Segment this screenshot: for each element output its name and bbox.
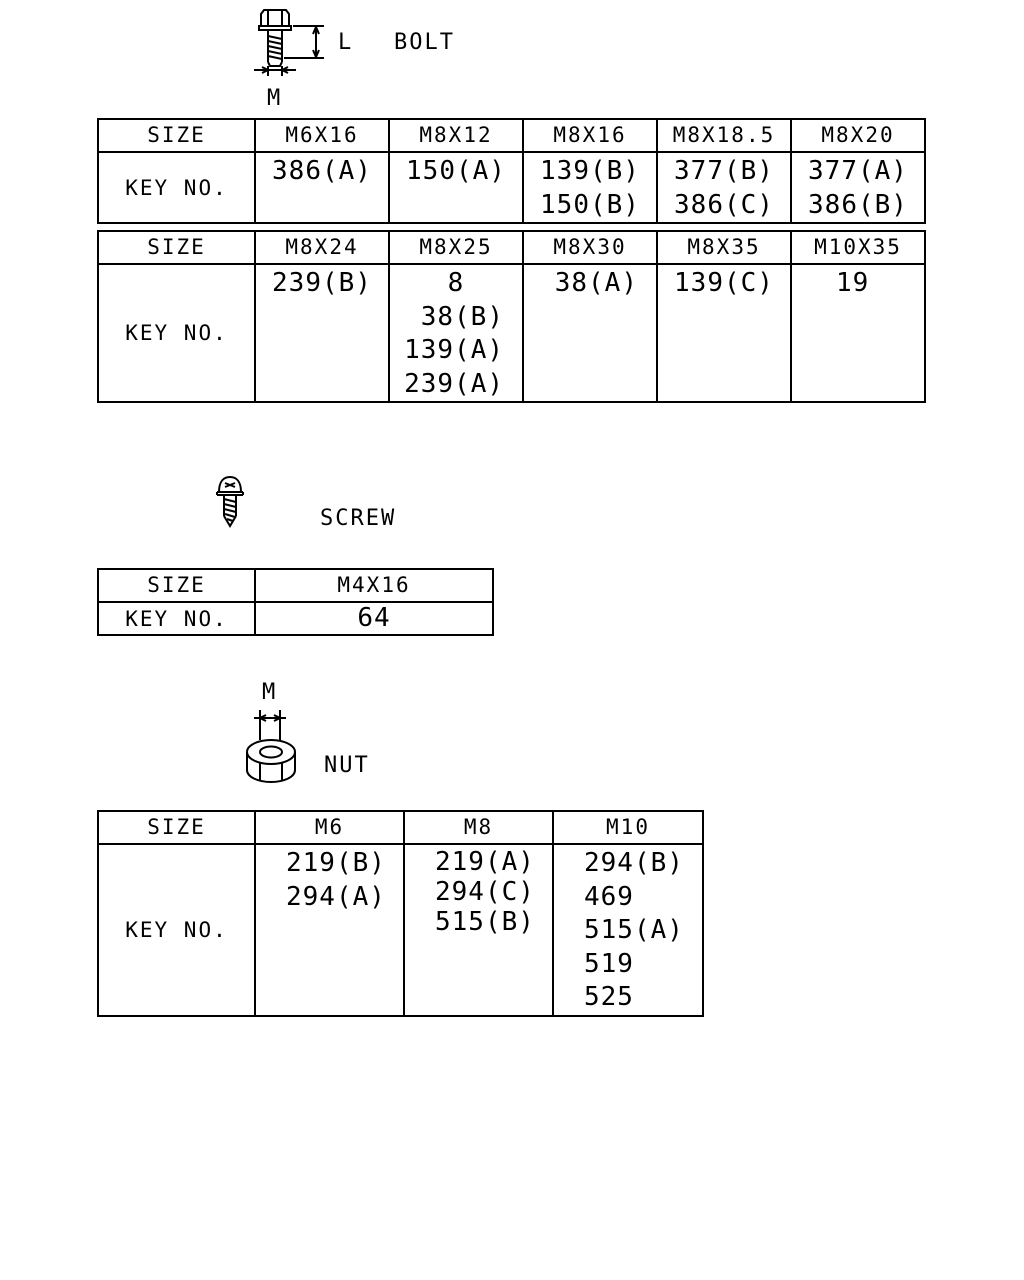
key-number: 525 <box>584 982 634 1012</box>
size-cell: M8X30 <box>523 231 657 264</box>
key-number: 139(B) <box>540 156 640 186</box>
size-cell: M6X16 <box>255 119 389 152</box>
key-number: 64 <box>357 603 391 633</box>
key-cell <box>255 152 389 223</box>
bolt-icon <box>250 6 330 84</box>
key-no-header: KEY NO. <box>98 264 255 402</box>
key-number: 386(B) <box>808 189 908 220</box>
size-cell: M4X16 <box>255 569 493 602</box>
size-cell: M8X12 <box>389 119 523 152</box>
key-number: 139(A) <box>404 335 504 365</box>
key-number: 377(A) <box>808 156 908 186</box>
key-number: 469 <box>584 881 634 912</box>
nut-table <box>97 810 704 1017</box>
key-no-header: KEY NO. <box>98 844 255 1016</box>
key-cell <box>404 844 553 1016</box>
key-number: 294(C) <box>435 877 535 907</box>
key-number: 519 <box>584 948 634 979</box>
key-cell <box>389 152 523 223</box>
key-cell <box>255 602 493 635</box>
key-number: 239(B) <box>272 268 372 298</box>
size-cell: M8X35 <box>657 231 791 264</box>
size-header: SIZE <box>98 119 255 152</box>
size-header: SIZE <box>98 569 255 602</box>
key-number: 239(A) <box>404 368 504 399</box>
key-number: 38(A) <box>554 268 638 298</box>
bolt-table-2-size-row <box>98 231 925 264</box>
bolt-table-1 <box>97 118 926 224</box>
screw-table <box>97 568 494 636</box>
bolt-table-2 <box>97 230 926 403</box>
key-number: 386(A) <box>272 156 372 186</box>
screw-table-size-row <box>98 569 493 602</box>
key-cell <box>523 152 657 223</box>
key-cell <box>657 264 791 402</box>
key-number: 8 <box>447 268 465 298</box>
key-cell <box>523 264 657 402</box>
key-cell <box>255 264 389 402</box>
key-number: 150(A) <box>406 156 506 186</box>
bolt-diameter-label: M <box>267 86 283 111</box>
size-cell: M8X24 <box>255 231 389 264</box>
key-number: 515(A) <box>584 915 684 945</box>
bolt-table-2-key-row <box>98 264 925 402</box>
key-number: 38(B) <box>420 301 504 332</box>
key-cell <box>657 152 791 223</box>
nut-icon <box>240 706 302 788</box>
nut-table-size-row <box>98 811 703 844</box>
key-no-header: KEY NO. <box>98 602 255 635</box>
size-cell: M8X25 <box>389 231 523 264</box>
screw-icon <box>214 474 246 530</box>
screw-title: SCREW <box>320 506 397 531</box>
key-cell <box>791 264 925 402</box>
size-cell: M8X18.5 <box>657 119 791 152</box>
bolt-table-1-size-row <box>98 119 925 152</box>
key-number: 139(C) <box>674 268 774 298</box>
size-cell: M8X16 <box>523 119 657 152</box>
key-number: 150(B) <box>540 189 640 220</box>
key-number: 294(B) <box>584 848 684 878</box>
size-header: SIZE <box>98 231 255 264</box>
key-cell <box>791 152 925 223</box>
key-number: 386(C) <box>674 189 774 220</box>
size-cell: M10X35 <box>791 231 925 264</box>
bolt-table-1-key-row <box>98 152 925 223</box>
size-header: SIZE <box>98 811 255 844</box>
bolt-length-label: L <box>338 30 354 55</box>
screw-table-key-row <box>98 602 493 635</box>
key-no-header: KEY NO. <box>98 152 255 223</box>
key-cell <box>255 844 404 1016</box>
key-cell <box>389 264 523 402</box>
size-cell: M8 <box>404 811 553 844</box>
key-number: 219(B) <box>286 848 386 878</box>
key-number: 515(B) <box>435 907 535 937</box>
bolt-title: BOLT <box>394 30 455 55</box>
nut-diameter-label: M <box>262 680 278 705</box>
size-cell: M8X20 <box>791 119 925 152</box>
key-cell <box>553 844 703 1016</box>
nut-table-key-row <box>98 844 703 1016</box>
key-number: 377(B) <box>674 156 774 186</box>
key-number: 19 <box>836 268 870 298</box>
size-cell: M6 <box>255 811 404 844</box>
key-number: 219(A) <box>435 847 535 877</box>
nut-title: NUT <box>324 753 370 778</box>
size-cell: M10 <box>553 811 703 844</box>
key-number: 294(A) <box>286 881 386 912</box>
